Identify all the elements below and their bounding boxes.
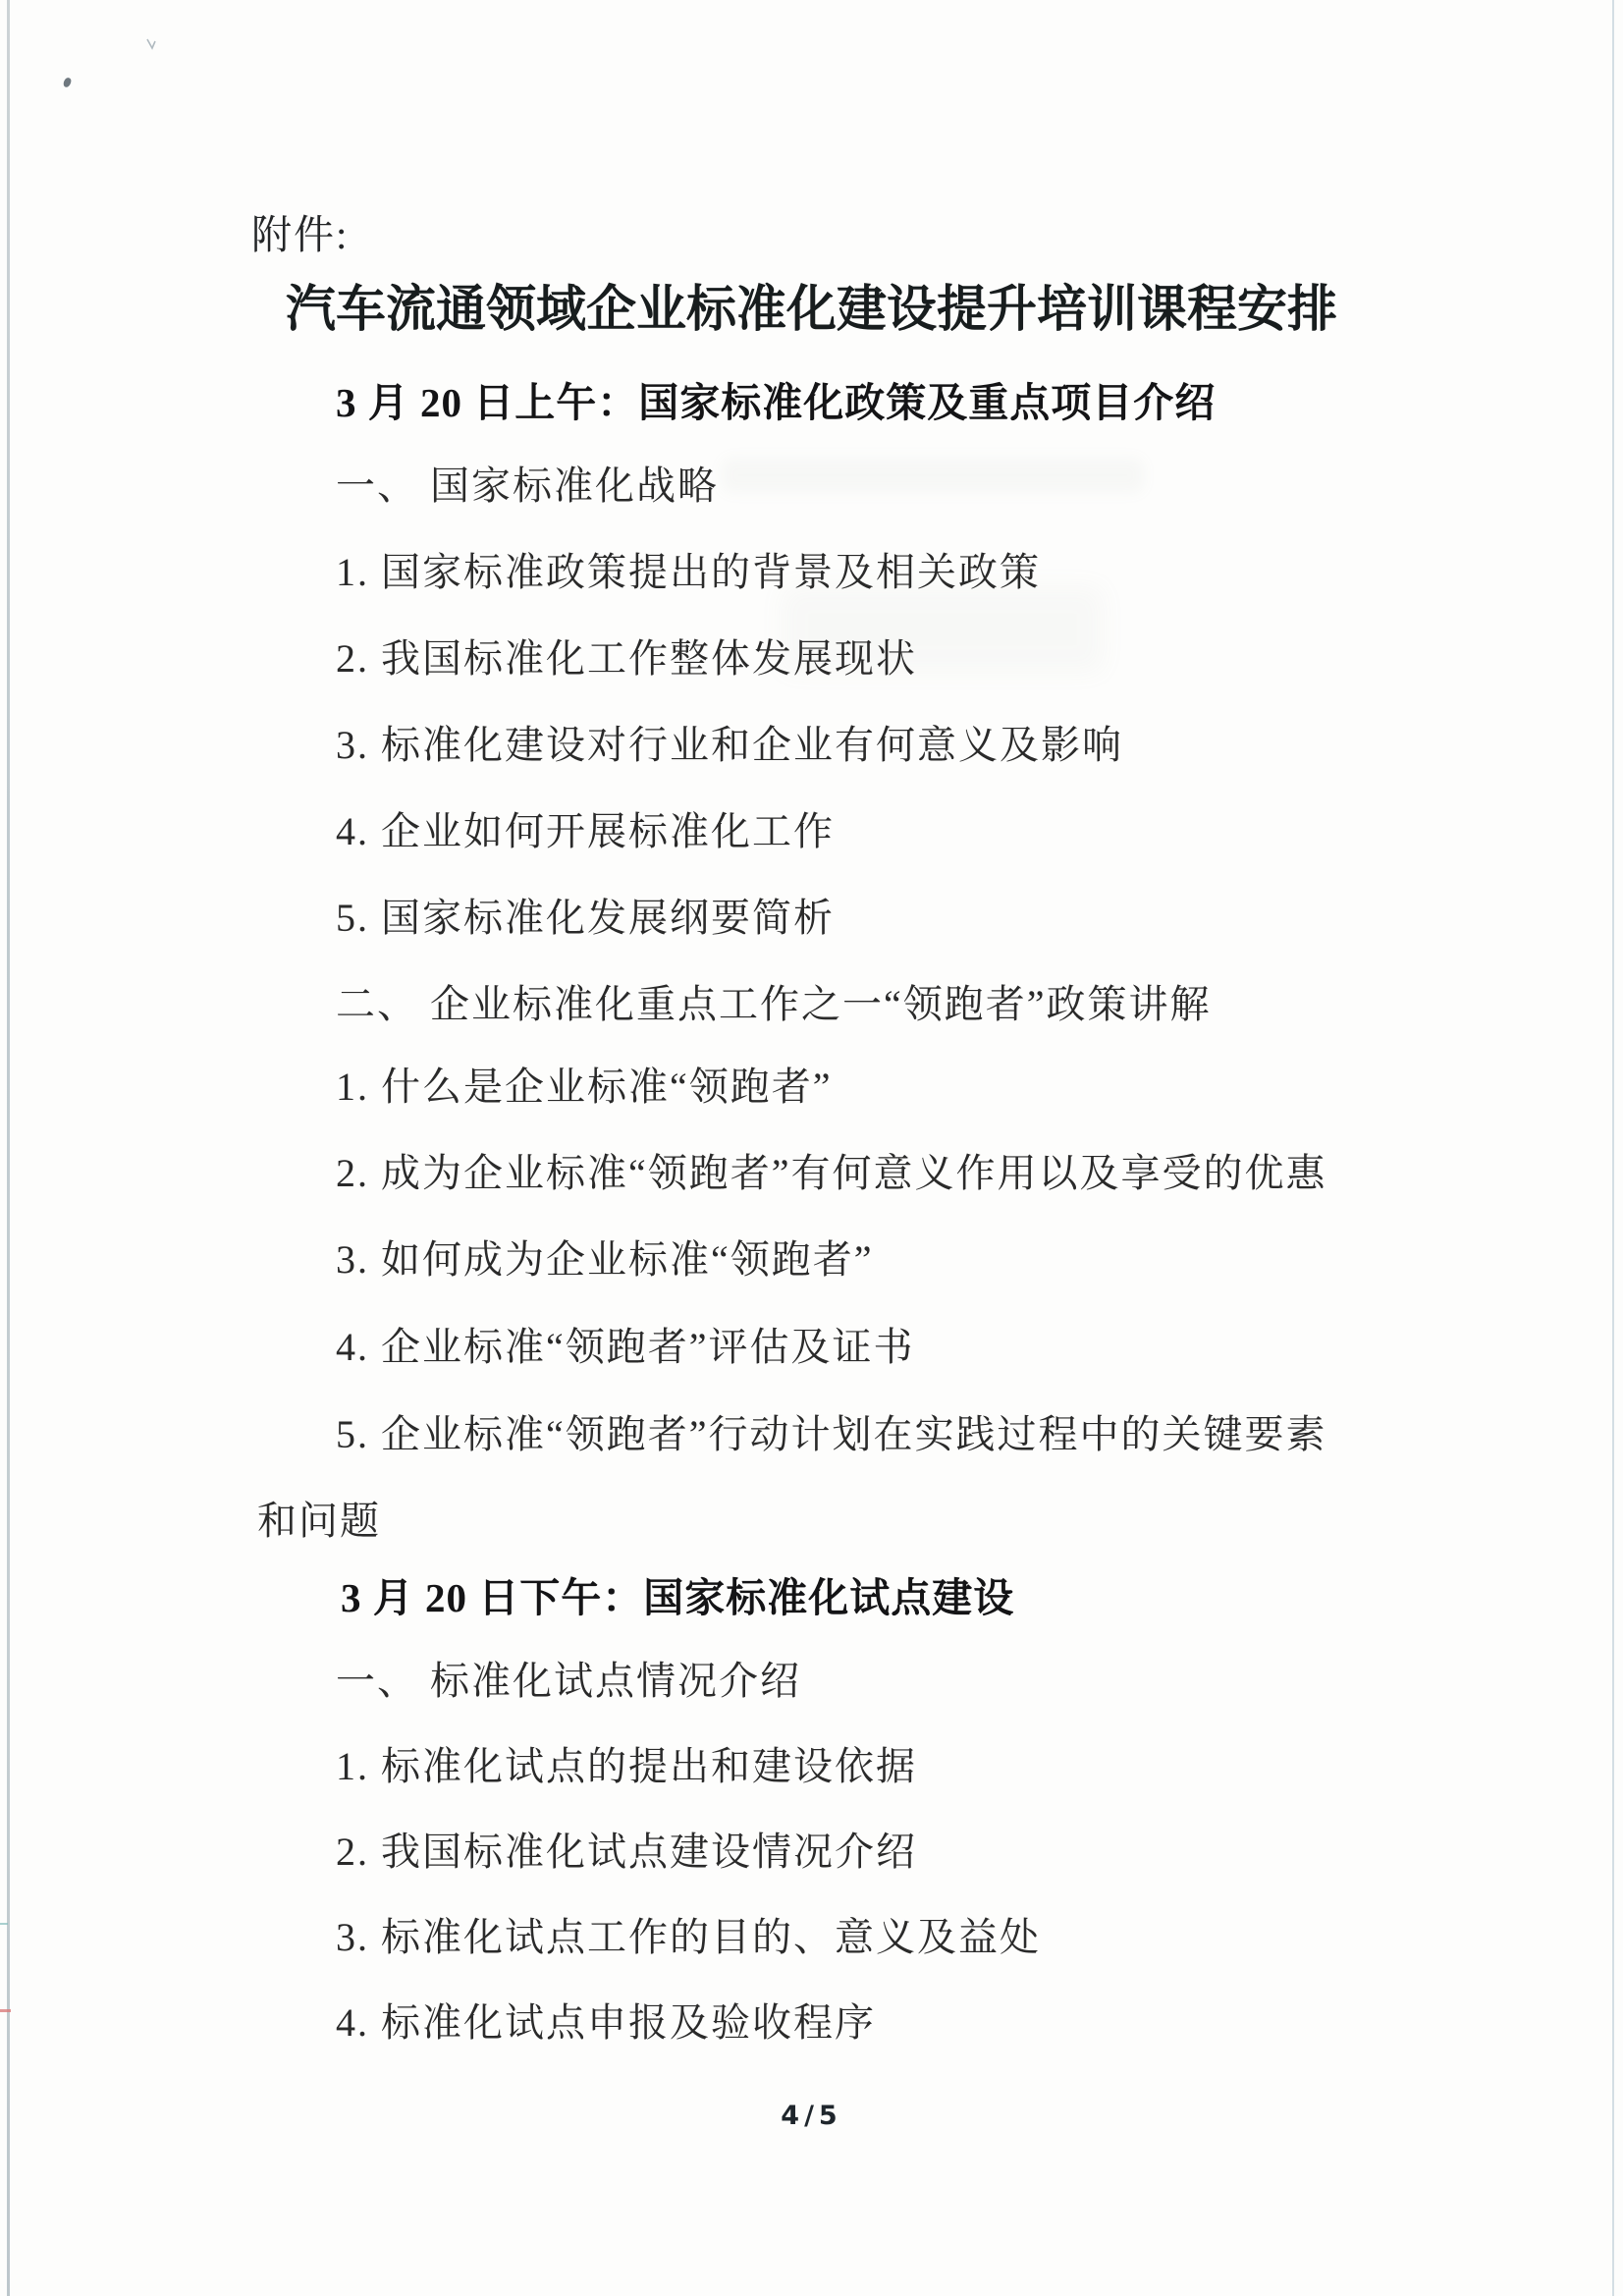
- outline-item: 4. 企业如何开展标准化工作: [336, 809, 835, 853]
- session-heading-afternoon: 3 月 20 日下午：国家标准化试点建设: [341, 1575, 1015, 1620]
- outline-item: 2. 我国标准化工作整体发展现状: [336, 636, 917, 681]
- scan-speck-mark: [145, 37, 161, 51]
- scan-speck-dot: [63, 77, 73, 88]
- outline-item: 一、 标准化试点情况介绍: [336, 1659, 801, 1703]
- outline-item: 二、 企业标准化重点工作之一“领跑者”政策讲解: [336, 982, 1212, 1026]
- outline-item-continuation: 和问题: [257, 1499, 381, 1543]
- session-heading-morning: 3 月 20 日上午：国家标准化政策及重点项目介绍: [336, 380, 1217, 425]
- page-number: 4/5: [781, 2101, 842, 2131]
- scan-ghost-smudge: [722, 458, 1144, 493]
- attachment-label: 附件:: [251, 212, 350, 257]
- outline-item: 2. 成为企业标准“领跑者”有何意义作用以及享受的优惠: [336, 1151, 1327, 1195]
- outline-item: 5. 企业标准“领跑者”行动计划在实践过程中的关键要素: [336, 1412, 1327, 1456]
- outline-item: 3. 标准化试点工作的目的、意义及益处: [336, 1915, 1041, 1959]
- scan-red-tick: [0, 2009, 11, 2012]
- outline-item: 2. 我国标准化试点建设情况介绍: [336, 1830, 917, 1874]
- outline-item: 1. 国家标准政策提出的背景及相关政策: [336, 550, 1041, 594]
- scan-teal-tick: [0, 1923, 8, 1925]
- outline-item: 4. 企业标准“领跑者”评估及证书: [336, 1325, 915, 1369]
- outline-item: 一、 国家标准化战略: [336, 464, 719, 508]
- outline-item: 3. 如何成为企业标准“领跑者”: [336, 1237, 874, 1282]
- scan-edge-line-left: [7, 0, 10, 2296]
- outline-item: 3. 标准化建设对行业和企业有何意义及影响: [336, 723, 1123, 767]
- document-title: 汽车流通领域企业标准化建设提升培训课程安排: [285, 283, 1337, 338]
- outline-item: 4. 标准化试点申报及验收程序: [336, 2000, 876, 2045]
- scan-edge-line-right: [1612, 0, 1614, 2296]
- outline-item: 1. 什么是企业标准“领跑者”: [336, 1065, 833, 1109]
- outline-item: 5. 国家标准化发展纲要简析: [336, 896, 835, 940]
- outline-item: 1. 标准化试点的提出和建设依据: [336, 1744, 917, 1788]
